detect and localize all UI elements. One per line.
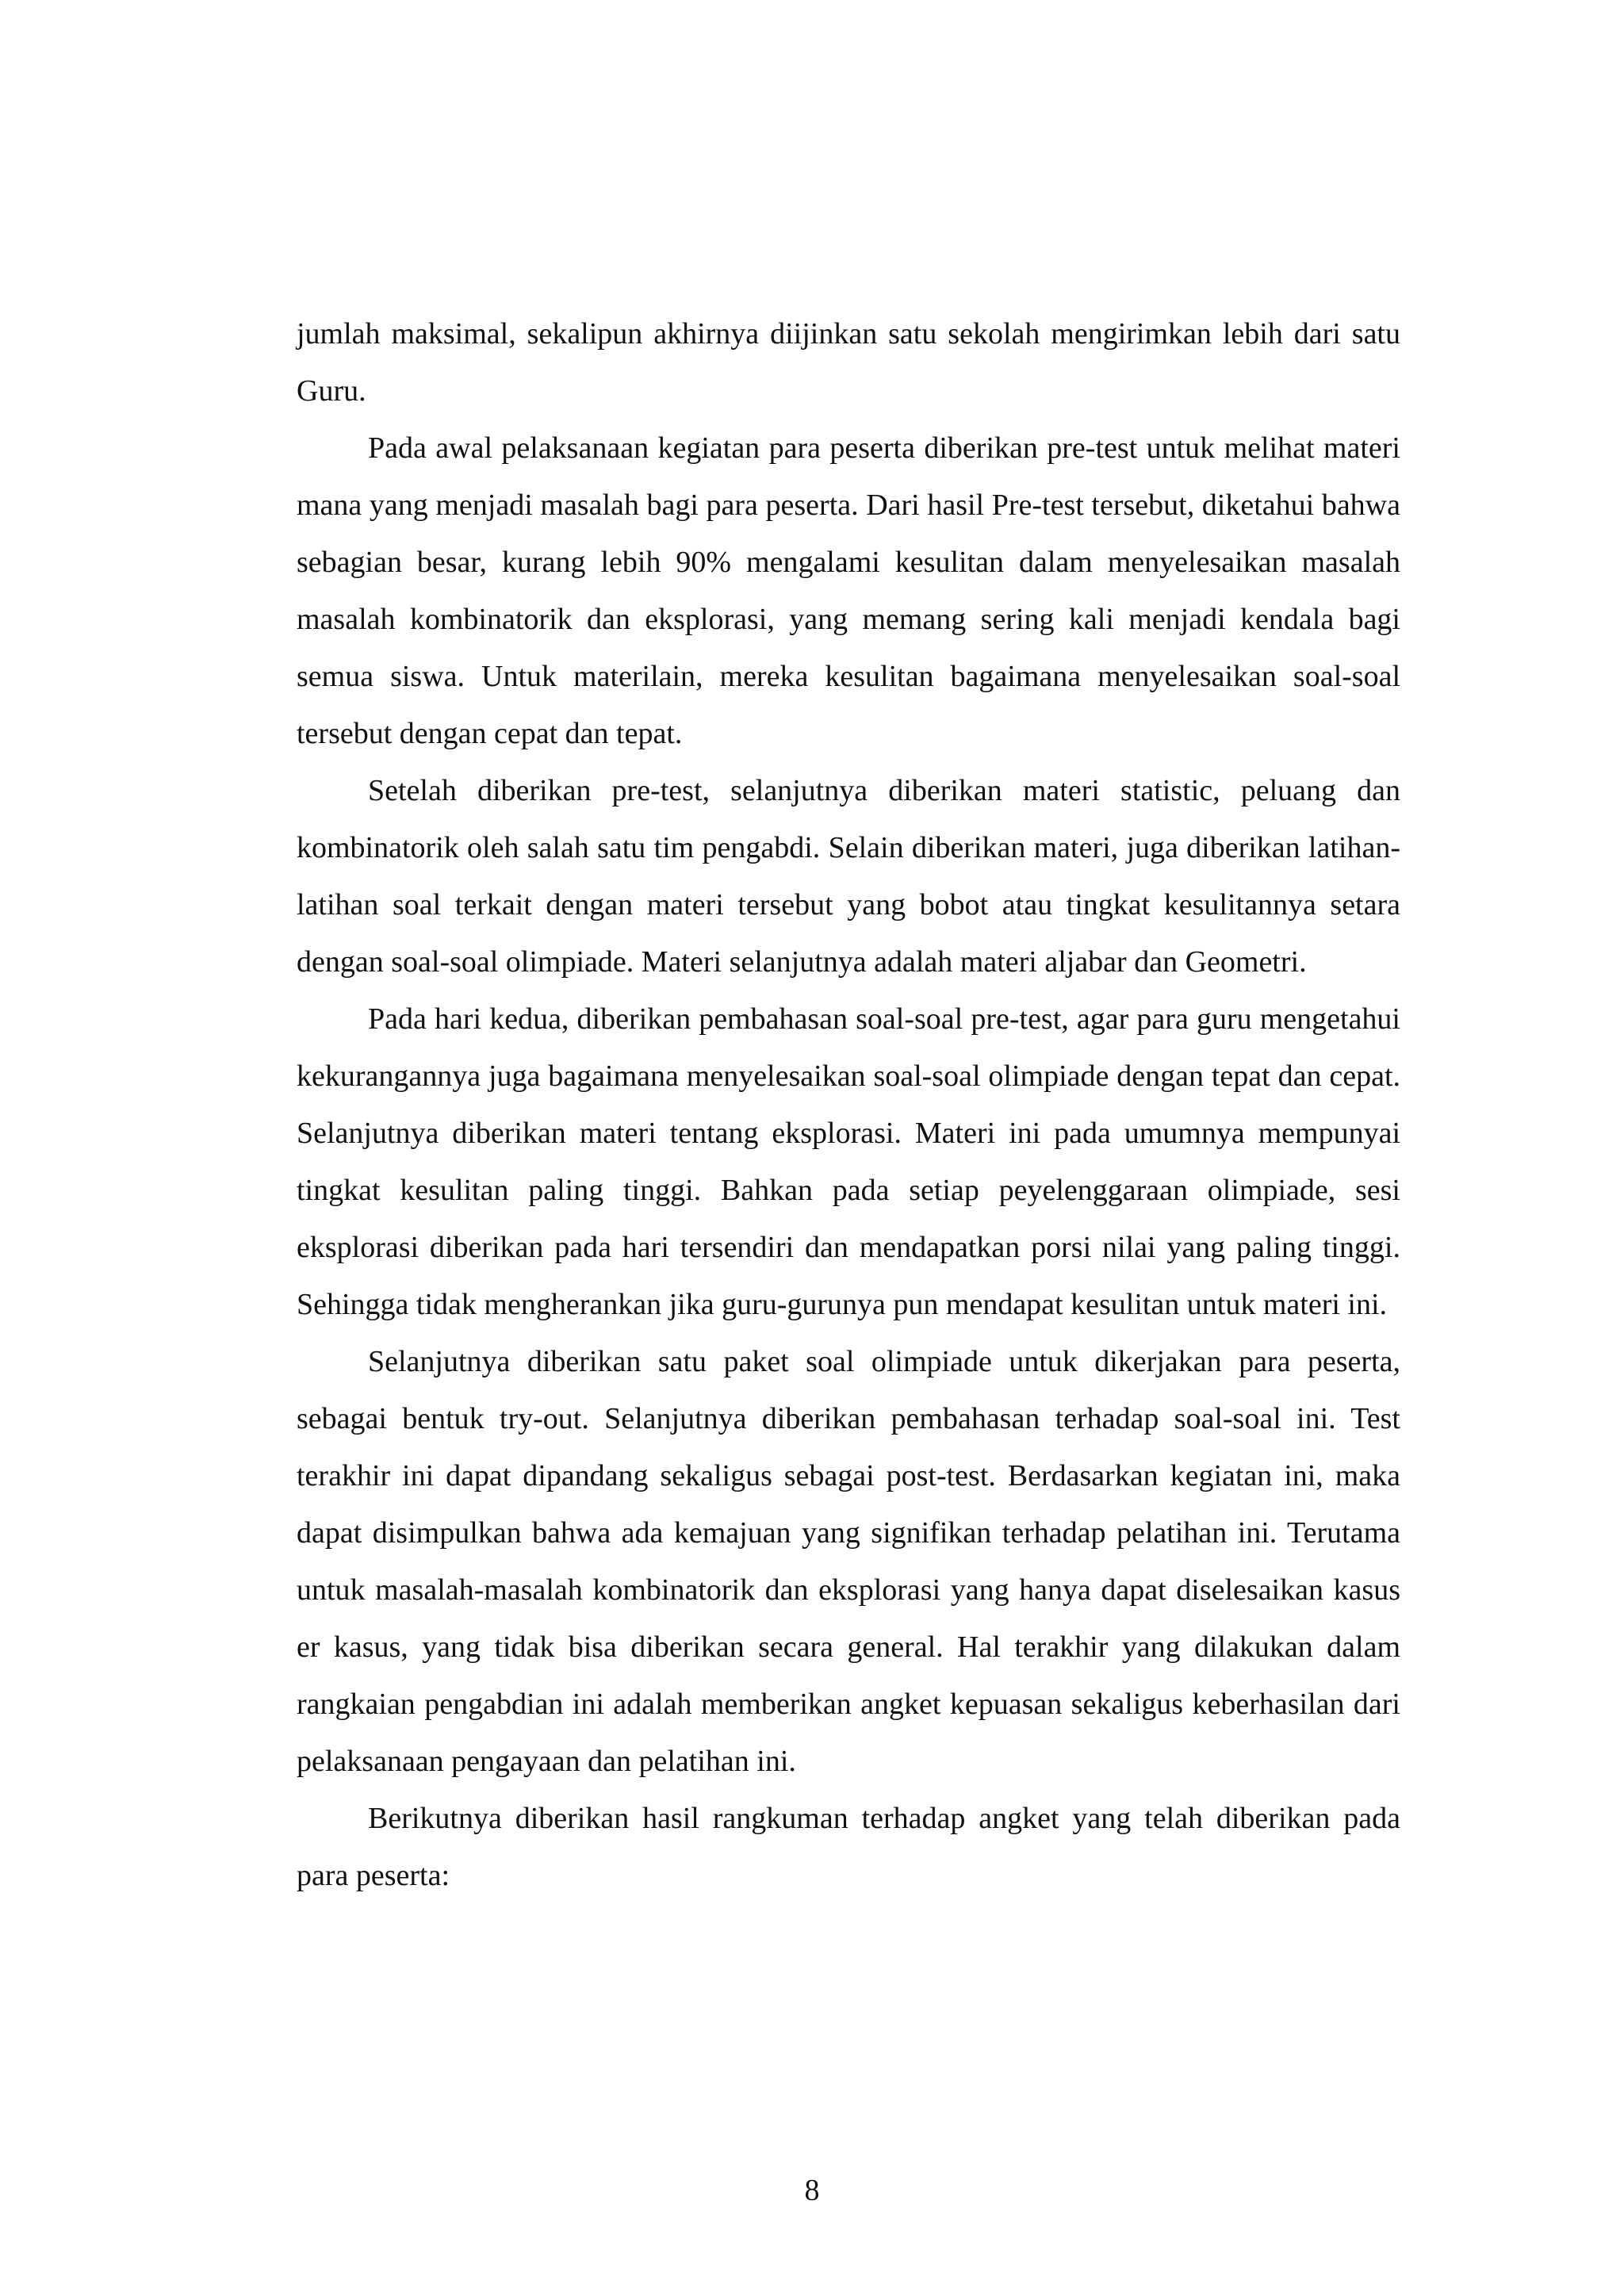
- paragraph-pretest: Pada awal pelaksanaan kegiatan para peserta diberikan pre-test untuk melihat materi mana yang menjadi masalah bagi para peserta. Dari hasil Pre-test tersebut, diketahui bahwa sebagian besar, kurang lebih 90% mengalami kesulitan dalam menyelesaikan masalah masalah kombinatorik dan eksplorasi, yang memang sering kali menjadi kendala bagi semua siswa. Untuk materilain, mereka kesulitan bagaimana menyelesaikan soal-soal tersebut dengan cepat dan tepat.: [297, 431, 1400, 750]
- paragraph-angket: Berikutnya diberikan hasil rangkuman terhadap angket yang telah diberikan pada para peserta:: [297, 1802, 1400, 1892]
- page-body: [297, 305, 1400, 1904]
- page-number: 8: [804, 2174, 820, 2207]
- paragraph-hari-kedua: Pada hari kedua, diberikan pembahasan soal-soal pre-test, agar para guru mengetahui kekurangannya juga bagaimana menyelesaikan soal-soal olimpiade dengan tepat dan cepat. Selanjutnya diberikan materi tentang eksplorasi. Materi ini pada umumnya mempunyai tingkat kesulitan paling tinggi. Bahkan pada setiap peyelenggaraan olimpiade, sesi eksplorasi diberikan pada hari tersendiri dan mendapatkan porsi nilai yang paling tinggi. Sehingga tidak mengherankan jika guru-gurunya pun mendapat kesulitan untuk materi ini.: [297, 1002, 1400, 1321]
- paragraph-try-out: Selanjutnya diberikan satu paket soal olimpiade untuk dikerjakan para peserta, sebagai bentuk try-out. Selanjutnya diberikan pembahasan terhadap soal-soal ini. Test terakhir ini dapat dipandang sekaligus sebagai post-test. Berdasarkan kegiatan ini, maka dapat disimpulkan bahwa ada kemajuan yang signifikan terhadap pelatihan ini. Terutama untuk masalah-masalah kombinatorik dan eksplorasi yang hanya dapat diselesaikan kasus er kasus, yang tidak bisa diberikan secara general. Hal terakhir yang dilakukan dalam rangkaian pengabdian ini adalah memberikan angket kepuasan sekaligus keberhasilan dari pelaksanaan pengayaan dan pelatihan ini.: [297, 1345, 1400, 1778]
- paragraph-continuation: jumlah maksimal, sekalipun akhirnya diijinkan satu sekolah mengirimkan lebih dari satu Guru.: [297, 317, 1400, 408]
- paragraph-materi: Setelah diberikan pre-test, selanjutnya diberikan materi statistic, peluang dan kombinatorik oleh salah satu tim pengabdi. Selain diberikan materi, juga diberikan latihan-latihan soal terkait dengan materi tersebut yang bobot atau tingkat kesulitannya setara dengan soal-soal olimpiade. Materi selanjutnya adalah materi aljabar dan Geometri.: [297, 774, 1400, 979]
